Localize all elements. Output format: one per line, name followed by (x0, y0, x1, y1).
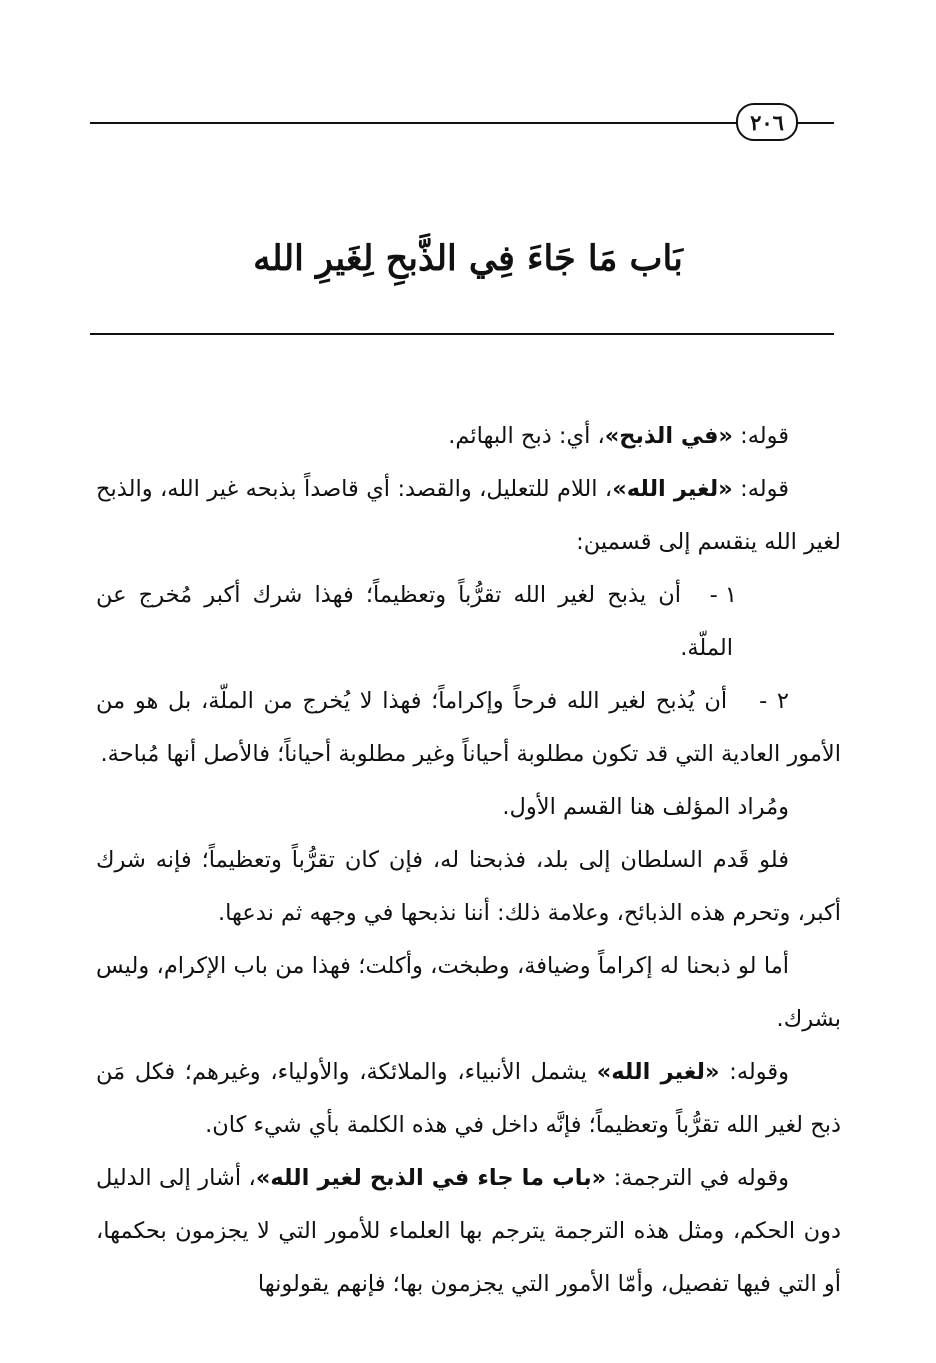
paragraph-5: أما لو ذبحنا له إكراماً وضيافة، وطبخت، وأكلت؛ فهذا من باب الإكرام، وليس بشرك. (96, 953, 841, 1032)
paragraph-text: يشمل الأنبياء، والملائكة، والأولياء، وغيرهم؛ فكل مَن ذبح لغير الله تقرُّباً وتعظيماً؛ فإنَّه داخل في هذه الكلمة بأي شيء كان. (96, 1059, 841, 1138)
paragraph-3: ومُراد المؤلف هنا القسم الأول. (502, 794, 789, 820)
paragraph-text: قوله: (732, 423, 789, 449)
list-item-2 (96, 675, 841, 781)
quoted-term: «لغير الله» (612, 476, 733, 502)
paragraph-text: ، أشار إلى الدليل دون الحكم، ومثل هذه الترجمة يترجم بها العلماء للأمور التي لا يجزمون بحكمها، أو التي فيها تفصيل، وأمّا الأمور التي يجزمون بها؛ فإنهم يقولونها (96, 1165, 841, 1297)
paragraph-6 (96, 1046, 841, 1152)
paragraph-7 (96, 1152, 841, 1311)
title-divider (90, 333, 834, 335)
paragraph-text: وقوله: (719, 1059, 789, 1085)
list-number: ٢ - (759, 688, 789, 714)
page-number: ٢٠٦ (736, 103, 798, 141)
paragraph-text: ، اللام للتعليل، والقصد: أي قاصداً بذبحه غير الله، والذبح لغير الله ينقسم إلى قسمين: (96, 476, 841, 555)
paragraph-text: وقوله في الترجمة: (606, 1165, 789, 1191)
body-text (96, 410, 841, 1311)
quoted-term: «لغير الله» (596, 1059, 720, 1085)
list-item-1 (96, 569, 789, 675)
quoted-term: «باب ما جاء في الذبح لغير الله» (255, 1165, 607, 1191)
list-item-text: أن يُذبح لغير الله فرحاً وإكراماً؛ فهذا لا يُخرج من الملّة، بل هو من الأمور العادية التي قد تكون مطلوبة أحياناً وغير مطلوبة أحياناً؛ فالأصل أنها مُباحة. (96, 688, 841, 767)
header-rule (90, 122, 834, 124)
paragraph-2 (96, 463, 841, 569)
list-number: ١ - (709, 582, 737, 608)
quoted-term: «في الذبح» (604, 423, 733, 449)
list-item-text: أن يذبح لغير الله تقرُّباً وتعظيماً؛ فهذا شرك أكبر مُخرج عن الملّة. (96, 582, 733, 661)
paragraph-4: فلو قَدم السلطان إلى بلد، فذبحنا له، فإن كان تقرُّباً وتعظيماً؛ فإنه شرك أكبر، وتحرم هذه الذبائح، وعلامة ذلك: أننا نذبحها في وجهه ثم ندعها. (96, 847, 841, 926)
paragraph-text: ، أي: ذبح البهائم. (448, 423, 605, 449)
chapter-title: بَاب مَا جَاءَ فِي الذَّبحِ لِغَيرِ الله (253, 238, 683, 279)
paragraph-text: قوله: (732, 476, 789, 502)
paragraph-1 (96, 410, 841, 463)
